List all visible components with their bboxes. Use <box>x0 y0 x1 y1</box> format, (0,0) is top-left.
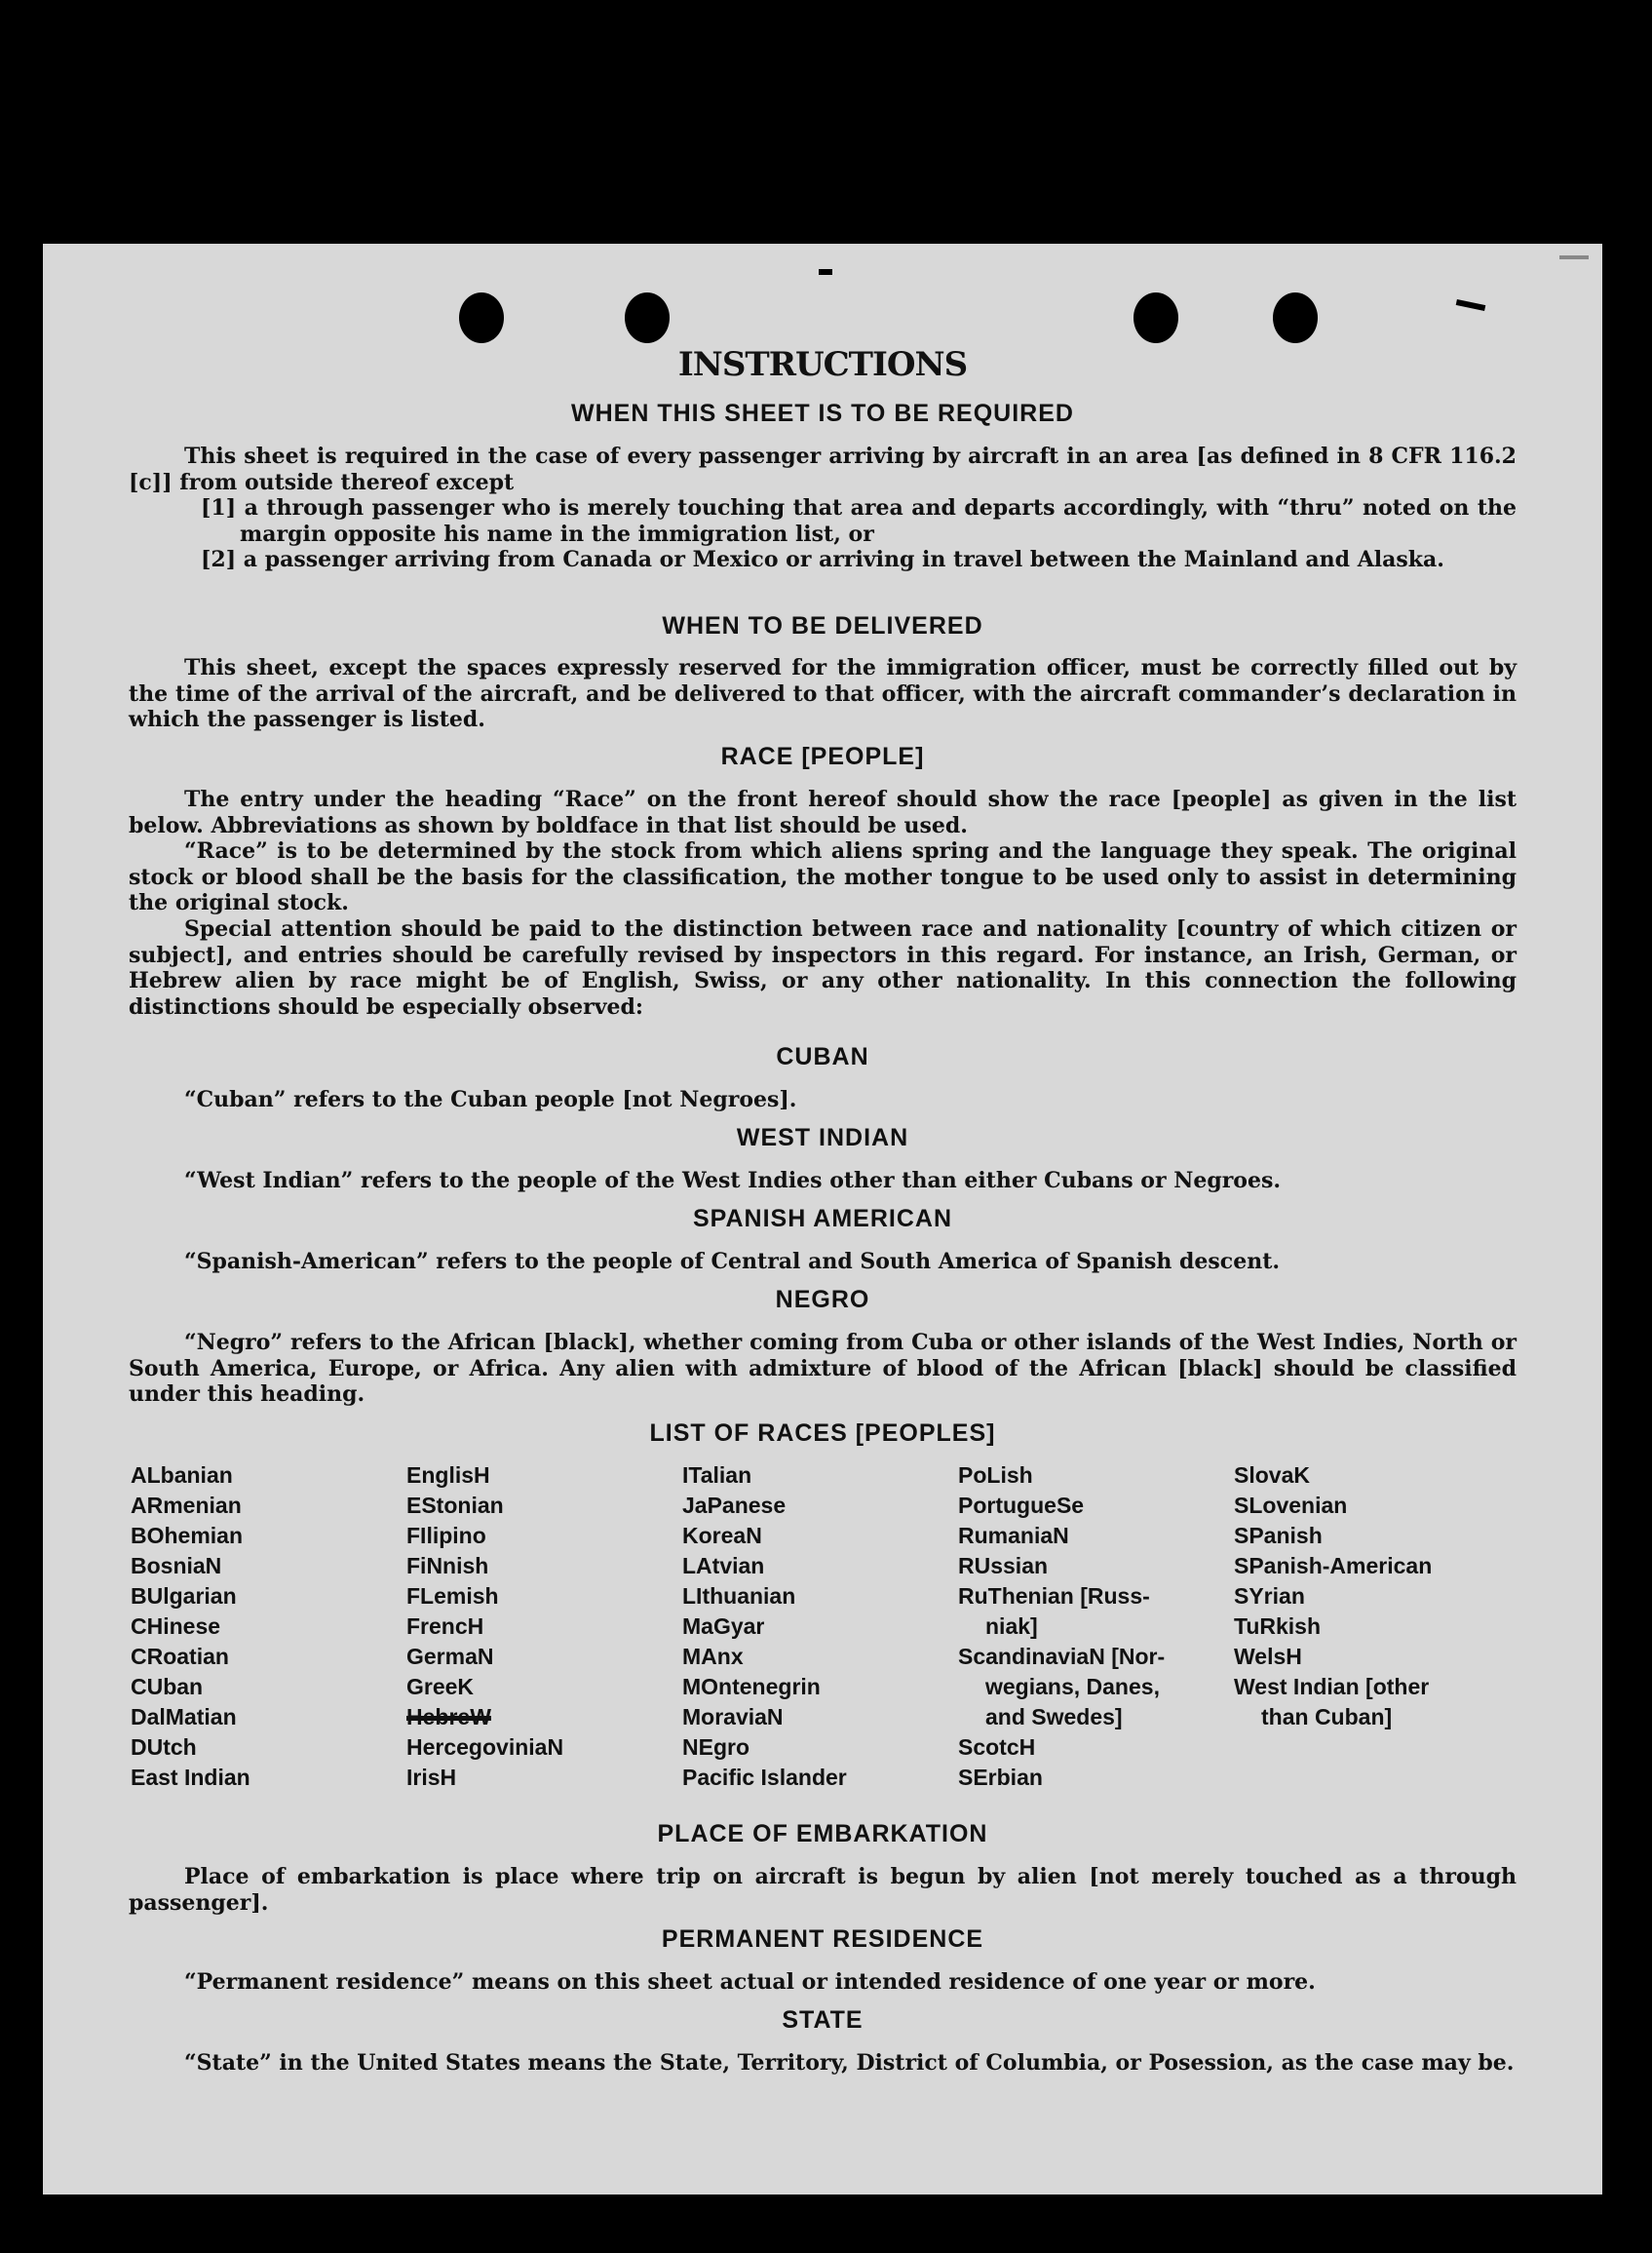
race-item: Pacific Islander <box>682 1765 847 1790</box>
race-item: ScotcH <box>958 1734 1036 1760</box>
race-item-struck: HebreW <box>406 1704 491 1729</box>
race-item: SPanish <box>1234 1523 1323 1548</box>
heading-list-of-races: LIST OF RACES [PEOPLES] <box>649 1419 996 1447</box>
punch-hole-3 <box>1133 292 1178 343</box>
race-item: FrencH <box>406 1613 484 1639</box>
heading-negro: NEGRO <box>775 1286 870 1313</box>
race-item: LIthuanian <box>682 1583 796 1609</box>
race-item: SErbian <box>958 1765 1043 1790</box>
race-item: IrisH <box>406 1765 457 1790</box>
para-race-2: “Race” is to be determined by the stock from which aliens spring and the language they speak. The original stock or blood shall be the basis for the classification, the mother tongue to be used only to assist in determining the original stock. <box>129 838 1517 916</box>
race-item: MaGyar <box>682 1613 765 1639</box>
race-item: RUssian <box>958 1553 1049 1578</box>
page-title: INSTRUCTIONS <box>677 345 968 384</box>
race-item: BOhemian <box>131 1523 244 1548</box>
race-item: RumaniaN <box>958 1523 1069 1548</box>
race-item: RuThenian [Russ- <box>958 1583 1150 1609</box>
race-item: DUtch <box>131 1734 197 1760</box>
punch-hole-2 <box>625 292 670 343</box>
race-item: JaPanese <box>682 1493 787 1518</box>
race-item: PoLish <box>958 1462 1033 1488</box>
races-column-5 <box>1234 1460 1432 1732</box>
race-item: West Indian [other <box>1234 1674 1430 1699</box>
races-column-3 <box>682 1460 847 1793</box>
race-item: GreeK <box>406 1674 475 1699</box>
races-column-4 <box>958 1460 1165 1793</box>
race-item: HercegoviniaN <box>406 1734 564 1760</box>
race-item-continued: wegians, Danes, <box>985 1674 1160 1699</box>
race-item: SYrian <box>1234 1583 1305 1609</box>
race-item: KoreaN <box>682 1523 762 1548</box>
race-item: CRoatian <box>131 1644 229 1669</box>
race-item: DalMatian <box>131 1704 237 1729</box>
para-permanent-residence: “Permanent residence” means on this sheet actual or intended residence of one year or more. <box>184 1969 1316 1995</box>
race-item: ScandinaviaN [Nor- <box>958 1644 1166 1669</box>
para-cuban: “Cuban” refers to the Cuban people [not Negroes]. <box>184 1087 797 1112</box>
race-item: EnglisH <box>406 1462 490 1488</box>
race-item: GermaN <box>406 1644 494 1669</box>
heading-state: STATE <box>782 2006 864 2034</box>
race-item-continued: niak] <box>985 1613 1038 1639</box>
heading-embarkation: PLACE OF EMBARKATION <box>657 1820 988 1847</box>
race-item: MAnx <box>682 1644 744 1669</box>
race-item: CUban <box>131 1674 204 1699</box>
para-embarkation: Place of embarkation is place where trip on aircraft is begun by alien [not merely touched as a through passenger]. <box>129 1864 1517 1916</box>
race-item: BUlgarian <box>131 1583 237 1609</box>
race-item: PortugueSe <box>958 1493 1085 1518</box>
race-item: FiNnish <box>406 1553 489 1578</box>
race-item: LAtvian <box>682 1553 765 1578</box>
race-item: MoraviaN <box>682 1704 784 1729</box>
race-item: ALbanian <box>131 1462 233 1488</box>
para-when-delivered: This sheet, except the spaces expressly reserved for the immigration officer, must be correctly filled out by the time of the arrival of the aircraft, and be delivered to that officer, with the aircraft commander’s declaration in which the passenger is listed. <box>129 655 1517 733</box>
list-item-exception-2: [2] a passenger arriving from Canada or Mexico or arriving in travel between the Mainland and Alaska. <box>201 547 1444 572</box>
race-item: NEgro <box>682 1734 749 1760</box>
document-sheet <box>43 244 1602 2195</box>
race-item: CHinese <box>131 1613 221 1639</box>
race-item: SlovaK <box>1234 1462 1310 1488</box>
list-item-exception-1: [1] a through passenger who is merely touching that area and departs accordingly, with “thru” noted on the margin opposite his name in the immigration list, or <box>201 495 1517 547</box>
para-race-3: Special attention should be paid to the distinction between race and nationality [country of which citizen or subject], and entries should be carefully revised by inspectors in this regard. For instance, an Irish, German, or Hebrew alien by race might be of English, Swiss, or any other nationality. In this connection the following distinctions should be especially observed: <box>129 916 1517 1020</box>
race-item: BosniaN <box>131 1553 222 1578</box>
punch-hole-1 <box>459 292 504 343</box>
race-item: EStonian <box>406 1493 504 1518</box>
heading-when-required: WHEN THIS SHEET IS TO BE REQUIRED <box>571 400 1074 427</box>
heading-cuban: CUBAN <box>776 1043 869 1070</box>
corner-mark <box>1559 255 1589 259</box>
para-race-1: The entry under the heading “Race” on the front hereof should show the race [people] as given in the list below. Abbreviations as shown by boldface in that list should be used. <box>129 787 1517 838</box>
para-when-required-intro: This sheet is required in the case of every passenger arriving by aircraft in an area [as defined in 8 CFR 116.2 [c]] from outside thereof except <box>129 444 1517 495</box>
races-column-2 <box>406 1460 563 1793</box>
races-column-1 <box>131 1460 250 1793</box>
para-west-indian: “West Indian” refers to the people of the West Indies other than either Cubans or Negroes. <box>184 1168 1282 1193</box>
heading-when-delivered: WHEN TO BE DELIVERED <box>662 612 983 640</box>
race-item: TuRkish <box>1234 1613 1322 1639</box>
para-state: “State” in the United States means the State, Territory, District of Columbia, or Posession, as the case may be. <box>184 2050 1515 2076</box>
pen-mark <box>1456 299 1486 311</box>
punch-hole-4 <box>1273 292 1318 343</box>
race-item-continued: and Swedes] <box>985 1704 1123 1729</box>
race-item: ITalian <box>682 1462 752 1488</box>
race-item: FLemish <box>406 1583 499 1609</box>
race-item: MOntenegrin <box>682 1674 821 1699</box>
race-item: SLovenian <box>1234 1493 1348 1518</box>
heading-race: RACE [PEOPLE] <box>720 743 925 770</box>
race-item: East Indian <box>131 1765 250 1790</box>
heading-permanent-residence: PERMANENT RESIDENCE <box>661 1925 984 1953</box>
race-item-continued: than Cuban] <box>1261 1704 1393 1729</box>
para-spanish-american: “Spanish-American” refers to the people of Central and South America of Spanish descent. <box>184 1249 1281 1274</box>
race-item: SPanish-American <box>1234 1553 1433 1578</box>
heading-spanish-american: SPANISH AMERICAN <box>692 1205 952 1232</box>
heading-west-indian: WEST INDIAN <box>736 1124 909 1151</box>
pen-mark <box>819 269 832 275</box>
race-item: ARmenian <box>131 1493 242 1518</box>
para-negro: “Negro” refers to the African [black], whether coming from Cuba or other islands of the West Indies, North or South America, Europe, or Africa. Any alien with admixture of blood of the African [black] should be classified under this heading. <box>129 1330 1517 1408</box>
race-item: FIlipino <box>406 1523 486 1548</box>
race-item: WelsH <box>1234 1644 1302 1669</box>
